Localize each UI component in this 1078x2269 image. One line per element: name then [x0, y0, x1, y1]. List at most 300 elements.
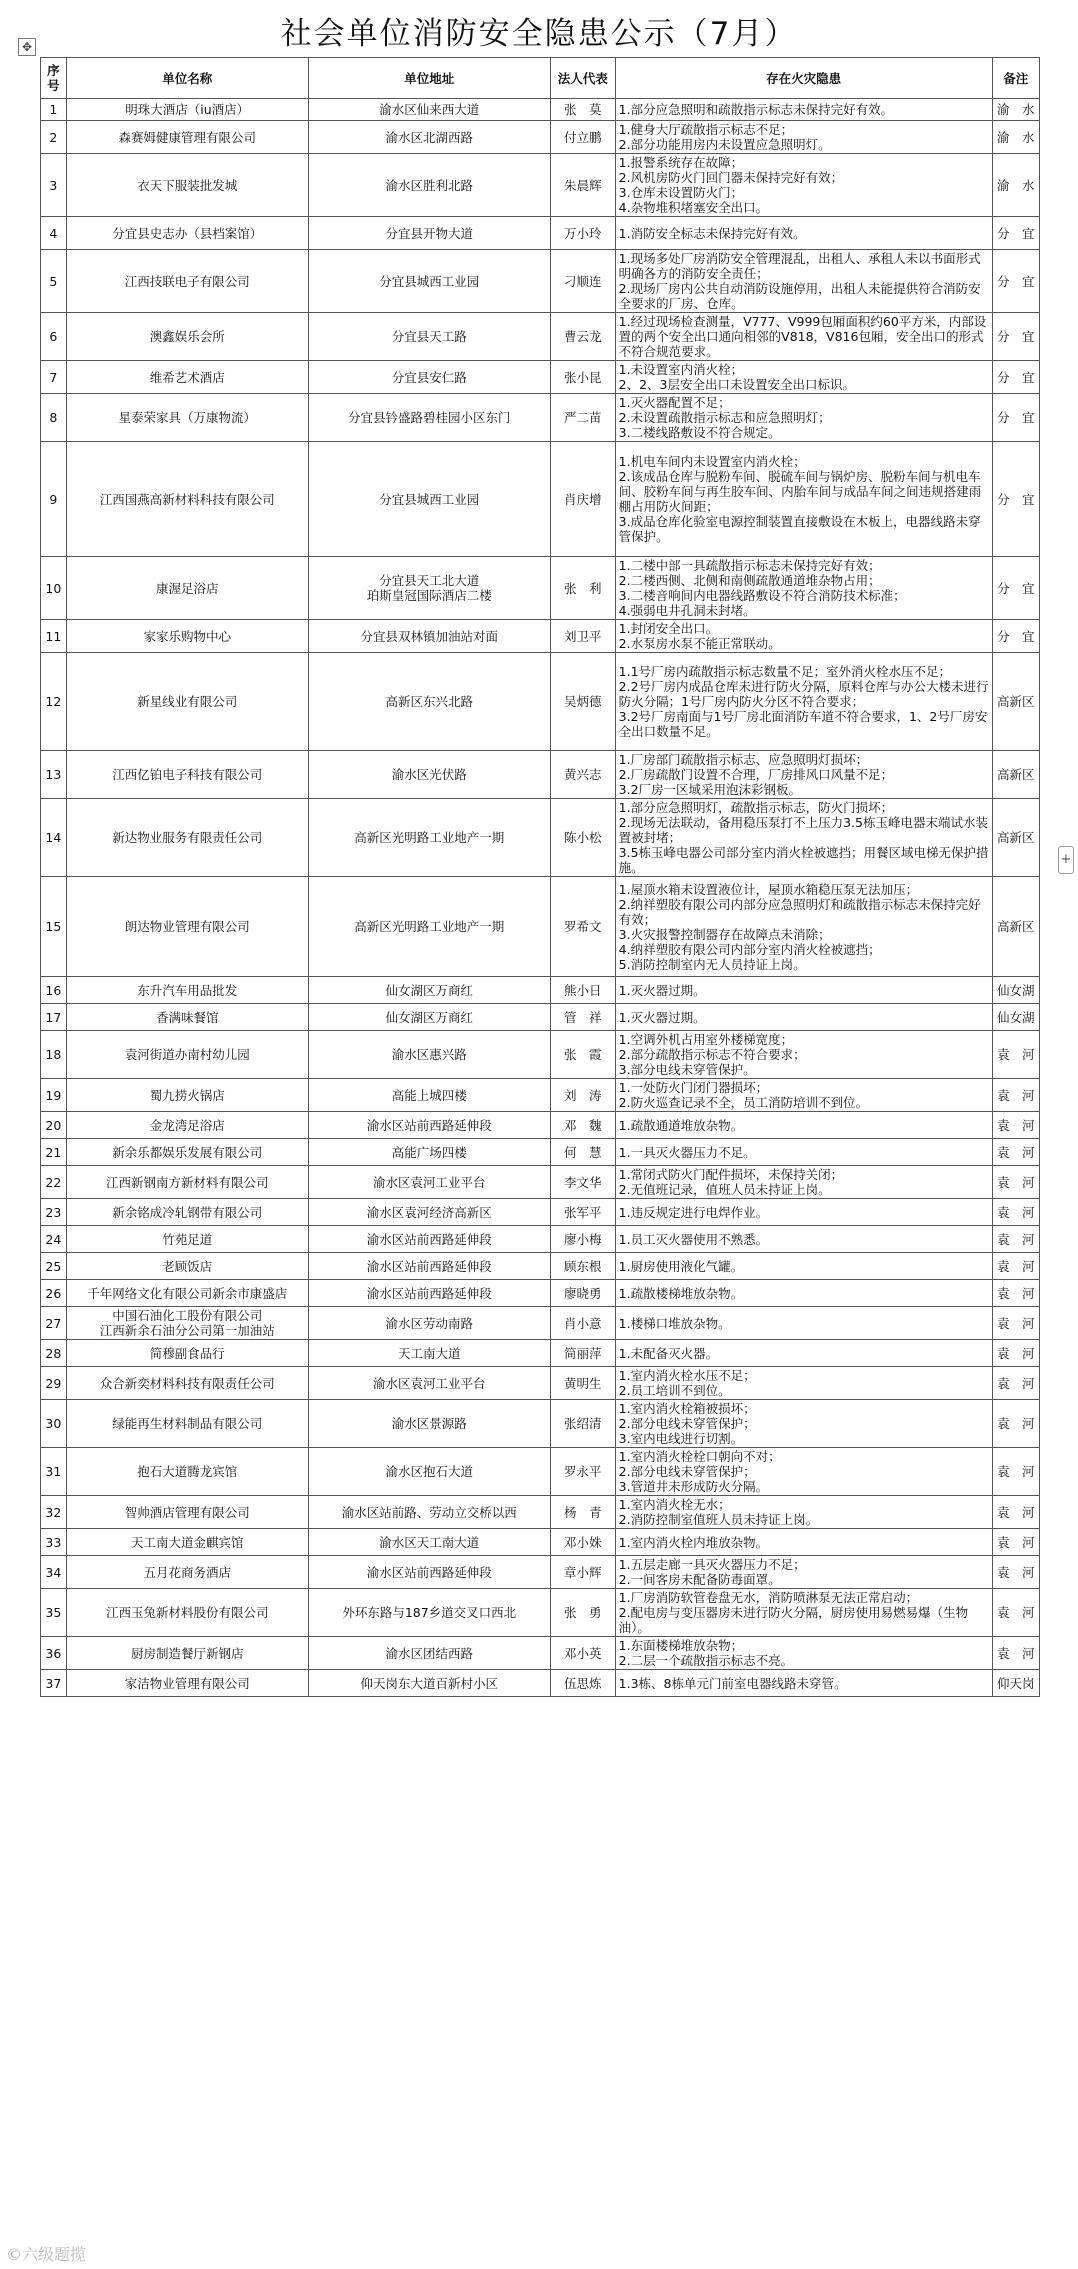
fire-hazards	[615, 1307, 992, 1340]
unit-name: 绿能再生材料制品有限公司	[66, 1400, 308, 1448]
legal-representative: 顾东根	[550, 1253, 615, 1280]
unit-name: 蜀九捞火锅店	[66, 1079, 308, 1112]
hazard-item: 3.管道井未形成防火分隔。	[618, 1479, 769, 1494]
legal-representative: 简丽萍	[550, 1340, 615, 1367]
table-row	[41, 394, 1040, 442]
row-number: 9	[41, 442, 67, 557]
legal-representative: 熊小日	[550, 977, 615, 1004]
fire-hazards	[615, 1496, 992, 1529]
unit-address: 分宜县城西工业园	[308, 250, 550, 313]
fire-hazards	[615, 1556, 992, 1589]
unit-name: 千年网络文化有限公司新余市康盛店	[66, 1280, 308, 1307]
remark: 渝 水	[992, 154, 1039, 217]
row-number: 21	[41, 1139, 67, 1166]
hazard-item: 1.室内消火栓内堆放杂物。	[618, 1534, 769, 1550]
unit-address: 仙女湖区万商红	[308, 977, 550, 1004]
header-hazard: 存在火灾隐患	[615, 58, 992, 99]
hazard-item: 1.灭火器过期。	[618, 982, 706, 998]
hazard-item: 1.灭火器过期。	[618, 1009, 706, 1025]
unit-address: 天工南大道	[308, 1340, 550, 1367]
fire-hazards	[615, 99, 992, 121]
row-number: 20	[41, 1112, 67, 1139]
legal-representative: 廖小梅	[550, 1226, 615, 1253]
unit-name: 江西国燕高新材料科技有限公司	[66, 442, 308, 557]
unit-address: 分宜县天工北大道 珀斯皇冠国际酒店二楼	[308, 557, 550, 620]
legal-representative: 张 霞	[550, 1031, 615, 1079]
row-number: 14	[41, 799, 67, 877]
fire-hazards	[615, 394, 992, 442]
legal-representative: 罗希文	[550, 877, 615, 977]
hazard-item: 4.强弱电井孔洞未封堵。	[618, 603, 756, 618]
remark: 分 宜	[992, 250, 1039, 313]
hazard-item: 1.一具灭火器压力不足。	[618, 1144, 756, 1160]
unit-name: 江西玉兔新材料股份有限公司	[66, 1589, 308, 1637]
hazard-item: 4.杂物堆积堵塞安全出口。	[618, 200, 769, 215]
hazard-item: 2.厂房疏散门设置不合理，厂房排风口风量不足；	[618, 767, 894, 782]
table-row	[41, 653, 1040, 751]
hazard-item: 1.室内消火栓水压不足；	[618, 1368, 756, 1383]
table-row	[41, 1496, 1040, 1529]
table-row	[41, 99, 1040, 121]
hazard-item: 2.二楼西侧、北侧和南侧疏散通道堆杂物占用；	[618, 573, 881, 588]
fire-hazards	[615, 751, 992, 799]
unit-name: 金龙湾足浴店	[66, 1112, 308, 1139]
unit-name: 竹苑足道	[66, 1226, 308, 1253]
remark: 高新区	[992, 877, 1039, 977]
fire-hazards	[615, 217, 992, 250]
unit-address: 分宜县开物大道	[308, 217, 550, 250]
hazard-item: 2.配电房与变压器房未进行防火分隔，厨房使用易燃易爆（生物油）。	[618, 1605, 969, 1635]
hazard-item: 3.2厂房一区域采用泡沫彩钢板。	[618, 782, 802, 797]
expand-plus-icon[interactable]: +	[1058, 846, 1074, 874]
header-name: 单位名称	[66, 58, 308, 99]
unit-address: 渝水区胜利北路	[308, 154, 550, 217]
hazard-item: 2.未设置疏散指示标志和应急照明灯；	[618, 410, 831, 425]
table-row	[41, 442, 1040, 557]
fire-hazards	[615, 1031, 992, 1079]
row-number: 34	[41, 1556, 67, 1589]
legal-representative: 严二苗	[550, 394, 615, 442]
hazard-item: 1.未配备灭火器。	[618, 1345, 719, 1361]
legal-representative: 邓 魏	[550, 1112, 615, 1139]
hazard-item: 1.常闭式防火门配件损坏，未保持关闭；	[618, 1167, 844, 1182]
hazard-item: 1.健身大厅疏散指示标志不足；	[618, 122, 794, 137]
hazard-item: 5.消防控制室内无人员持证上岗。	[618, 956, 806, 972]
legal-representative: 李文华	[550, 1166, 615, 1199]
legal-representative: 付立鹏	[550, 121, 615, 154]
hazard-item: 1.员工灭火器使用不熟悉。	[618, 1231, 769, 1247]
unit-address: 分宜县天工路	[308, 313, 550, 361]
table-row	[41, 1139, 1040, 1166]
hazard-item: 1.报警系统存在故障；	[618, 155, 744, 170]
hazard-item: 1.机电车间内未设置室内消火栓；	[618, 454, 806, 469]
table-row	[41, 1448, 1040, 1496]
table-row	[41, 977, 1040, 1004]
watermark-logo: ©六级题揽	[6, 2245, 87, 2264]
unit-address: 渝水区站前西路延伸段	[308, 1556, 550, 1589]
fire-hazards	[615, 1199, 992, 1226]
hazard-item: 1.东面楼梯堆放杂物；	[618, 1638, 744, 1653]
row-number: 4	[41, 217, 67, 250]
fire-hazards	[615, 1589, 992, 1637]
unit-address: 渝水区天工南大道	[308, 1529, 550, 1556]
hazard-item: 1.疏散通道堆放杂物。	[618, 1117, 744, 1133]
remark: 分 宜	[992, 442, 1039, 557]
hazard-item: 3.二楼音响间内电器线路敷设不符合消防技术标准；	[618, 588, 906, 603]
unit-address: 高新区东兴北路	[308, 653, 550, 751]
unit-name: 众合新奕材料科技有限责任公司	[66, 1367, 308, 1400]
legal-representative: 张 利	[550, 557, 615, 620]
legal-representative: 肖小意	[550, 1307, 615, 1340]
table-row	[41, 1589, 1040, 1637]
hazard-item: 3.2号厂房南面与1号厂房北面消防车道不符合要求，1、2号厂房安全出口数量不足。	[618, 709, 988, 739]
fire-hazards	[615, 1112, 992, 1139]
row-number: 32	[41, 1496, 67, 1529]
hazard-item: 2.纳祥塑胶有限公司内部分应急照明灯和疏散指示标志未保持完好有效；	[618, 896, 981, 927]
hazard-item: 1.室内消火栓箱被损坏；	[618, 1401, 756, 1416]
hazard-item: 1.厂房部门疏散指示标志、应急照明灯损坏；	[618, 752, 869, 767]
unit-address: 高能广场四楼	[308, 1139, 550, 1166]
row-number: 7	[41, 361, 67, 394]
hazard-item: 2.防火巡查记录不全，员工消防培训不到位。	[618, 1095, 869, 1110]
remark: 高新区	[992, 799, 1039, 877]
remark: 渝 水	[992, 99, 1039, 121]
legal-representative: 张 勇	[550, 1589, 615, 1637]
fire-hazards	[615, 799, 992, 877]
legal-representative: 刘卫平	[550, 620, 615, 653]
unit-name: 维希艺术酒店	[66, 361, 308, 394]
hazard-item: 1.经过现场检查测量，V777、V999包厢面积约60平方米，内部设置的两个安全出口通向相邻的V818，V816包厢，安全出口的形式不符合规范要求。	[618, 314, 987, 359]
table-row	[41, 1226, 1040, 1253]
remark: 袁 河	[992, 1496, 1039, 1529]
table-row	[41, 1004, 1040, 1031]
unit-address: 渝水区景源路	[308, 1400, 550, 1448]
row-number: 28	[41, 1340, 67, 1367]
legal-representative: 黄兴志	[550, 751, 615, 799]
table-row	[41, 1079, 1040, 1112]
fire-hazards	[615, 1004, 992, 1031]
unit-name: 简穆副食品行	[66, 1340, 308, 1367]
table-row	[41, 1400, 1040, 1448]
row-number: 16	[41, 977, 67, 1004]
legal-representative: 曹云龙	[550, 313, 615, 361]
unit-name: 江西技联电子有限公司	[66, 250, 308, 313]
hazard-item: 2.风机房防火门回门器未保持完好有效；	[618, 170, 844, 185]
fire-hazards	[615, 1253, 992, 1280]
row-number: 37	[41, 1670, 67, 1697]
table-body	[41, 99, 1040, 1697]
unit-name: 森赛姆健康管理有限公司	[66, 121, 308, 154]
fire-hazards	[615, 1340, 992, 1367]
row-number: 25	[41, 1253, 67, 1280]
unit-name: 老顾饭店	[66, 1253, 308, 1280]
fire-hazards	[615, 313, 992, 361]
row-number: 35	[41, 1589, 67, 1637]
row-number: 33	[41, 1529, 67, 1556]
fire-hazards	[615, 1166, 992, 1199]
legal-representative: 吴炳德	[550, 653, 615, 751]
legal-representative: 陈小松	[550, 799, 615, 877]
unit-name: 星泰荣家具（万康物流）	[66, 394, 308, 442]
row-number: 11	[41, 620, 67, 653]
remark: 袁 河	[992, 1307, 1039, 1340]
row-number: 24	[41, 1226, 67, 1253]
row-number: 26	[41, 1280, 67, 1307]
row-number: 27	[41, 1307, 67, 1340]
table-row	[41, 217, 1040, 250]
remark: 仙女湖	[992, 1004, 1039, 1031]
hazard-item: 3.仓库未设置防火门；	[618, 185, 744, 200]
unit-address: 分宜县城西工业园	[308, 442, 550, 557]
remark: 袁 河	[992, 1079, 1039, 1112]
header-no: 序号	[41, 58, 67, 99]
row-number: 10	[41, 557, 67, 620]
hazard-item: 3.火灾报警控制器存在故障点未消除；	[618, 926, 831, 942]
unit-name: 香满味餐馆	[66, 1004, 308, 1031]
fire-hazards	[615, 1637, 992, 1670]
hazard-item: 3.部分电线未穿管保护。	[618, 1062, 756, 1077]
hazard-item: 2.一间客房未配备防毒面罩。	[618, 1572, 781, 1587]
unit-name: 江西亿铂电子科技有限公司	[66, 751, 308, 799]
unit-address: 高新区光明路工业地产一期	[308, 799, 550, 877]
unit-address: 渝水区仙来西大道	[308, 99, 550, 121]
unit-address: 渝水区惠兴路	[308, 1031, 550, 1079]
hazard-item: 2.现场无法联动，备用稳压泵打不上压力3.5栋玉峰电器末端试水装置被封堵；	[618, 815, 988, 845]
hazard-item: 2、2、3层安全出口未设置安全出口标识。	[618, 377, 856, 392]
table-row	[41, 620, 1040, 653]
row-number: 23	[41, 1199, 67, 1226]
fire-hazards	[615, 557, 992, 620]
unit-address: 分宜县安仁路	[308, 361, 550, 394]
legal-representative: 张小昆	[550, 361, 615, 394]
row-number: 36	[41, 1637, 67, 1670]
legal-representative: 章小辉	[550, 1556, 615, 1589]
row-number: 29	[41, 1367, 67, 1400]
remark: 袁 河	[992, 1280, 1039, 1307]
hazard-item: 3.成品仓库化验室电源控制装置直接敷设在木板上，电器线路未穿管保护。	[618, 514, 981, 544]
unit-name: 家洁物业管理有限公司	[66, 1670, 308, 1697]
remark: 袁 河	[992, 1589, 1039, 1637]
table-row	[41, 751, 1040, 799]
hazard-item: 2.部分疏散指示标志不符合要求；	[618, 1047, 806, 1062]
legal-representative: 邓小英	[550, 1637, 615, 1670]
hazard-item: 1.厂房消防软管卷盘无水，消防喷淋泵无法正常启动；	[618, 1590, 919, 1605]
fire-hazards	[615, 121, 992, 154]
hazard-item: 1.空调外机占用室外楼梯宽度；	[618, 1032, 794, 1047]
hazard-item: 1.二楼中部一具疏散指示标志未保持完好有效；	[618, 558, 881, 573]
hazard-item: 1.违反规定进行电焊作业。	[618, 1204, 769, 1220]
hazard-item: 3.5栋玉峰电器公司部分室内消火栓被遮挡；用餐区域电梯无保护措施。	[618, 845, 989, 875]
unit-address: 渝水区站前西路延伸段	[308, 1280, 550, 1307]
remark: 分 宜	[992, 394, 1039, 442]
table-row	[41, 1529, 1040, 1556]
table-header-row	[41, 58, 1040, 99]
unit-name: 康渥足浴店	[66, 557, 308, 620]
legal-representative: 肖庆增	[550, 442, 615, 557]
fire-hazards	[615, 1529, 992, 1556]
hazard-item: 2.消防控制室值班人员未持证上岗。	[618, 1512, 819, 1527]
unit-address: 渝水区站前西路延伸段	[308, 1253, 550, 1280]
hazard-item: 1.现场多处厂房消防安全管理混乱，出租人、承租人未以书面形式明确各方的消防安全责任；	[618, 251, 981, 281]
table-row	[41, 799, 1040, 877]
table-row	[41, 313, 1040, 361]
fire-hazards	[615, 653, 992, 751]
fire-hazards	[615, 1670, 992, 1697]
unit-address: 渝水区劳动南路	[308, 1307, 550, 1340]
remark: 袁 河	[992, 1166, 1039, 1199]
table-row	[41, 1556, 1040, 1589]
unit-name: 智帅酒店管理有限公司	[66, 1496, 308, 1529]
unit-address: 仰天岗东大道百新村小区	[308, 1670, 550, 1697]
unit-address: 分宜县双林镇加油站对面	[308, 620, 550, 653]
hazard-item: 1.屋顶水箱未设置液位计，屋顶水箱稳压泵无法加压；	[618, 881, 919, 897]
remark: 分 宜	[992, 557, 1039, 620]
legal-representative: 黄明生	[550, 1367, 615, 1400]
remark: 分 宜	[992, 361, 1039, 394]
table-row	[41, 1340, 1040, 1367]
unit-name: 五月花商务酒店	[66, 1556, 308, 1589]
remark: 袁 河	[992, 1139, 1039, 1166]
row-number: 22	[41, 1166, 67, 1199]
row-number: 8	[41, 394, 67, 442]
fire-hazards	[615, 620, 992, 653]
row-number: 12	[41, 653, 67, 751]
fire-hazards	[615, 1079, 992, 1112]
unit-name: 天工南大道金麒宾馆	[66, 1529, 308, 1556]
unit-name: 分宜县史志办（县档案馆）	[66, 217, 308, 250]
unit-address: 分宜县钤盛路碧桂园小区东门	[308, 394, 550, 442]
table-row	[41, 1367, 1040, 1400]
table-row	[41, 1253, 1040, 1280]
remark: 分 宜	[992, 620, 1039, 653]
unit-name: 厨房制造餐厅新钢店	[66, 1637, 308, 1670]
remark: 袁 河	[992, 1340, 1039, 1367]
remark: 袁 河	[992, 1448, 1039, 1496]
unit-address: 高新区光明路工业地产一期	[308, 877, 550, 977]
hazard-item: 1.3栋、8栋单元门前室电器线路未穿管。	[618, 1675, 847, 1691]
fire-hazards	[615, 1280, 992, 1307]
hazard-item: 3.室内电线进行切割。	[618, 1431, 744, 1446]
table-row	[41, 121, 1040, 154]
hazard-item: 1.1号厂房内疏散指示标志数量不足；室外消火栓水压不足；	[618, 664, 952, 679]
hazard-item: 2.员工培训不到位。	[618, 1383, 731, 1398]
unit-name: 新余铭成冷轧钢带有限公司	[66, 1199, 308, 1226]
hazard-item: 2.2号厂房内成品仓库未进行防火分隔，原料仓库与办公大楼未进行防火分隔；1号厂房内防火分区不符合要求；	[618, 679, 989, 709]
header-address: 单位地址	[308, 58, 550, 99]
row-number: 31	[41, 1448, 67, 1496]
table-row	[41, 1112, 1040, 1139]
remark: 袁 河	[992, 1031, 1039, 1079]
hazard-item: 2.部分功能用房内未设置应急照明灯。	[618, 137, 831, 152]
hazard-item: 1.五层走廊一具灭火器压力不足；	[618, 1557, 806, 1572]
table-row	[41, 250, 1040, 313]
remark: 仰天岗	[992, 1670, 1039, 1697]
unit-address: 渝水区站前路、劳动立交桥以西	[308, 1496, 550, 1529]
unit-name: 朗达物业管理有限公司	[66, 877, 308, 977]
remark: 袁 河	[992, 1367, 1039, 1400]
table-row	[41, 1637, 1040, 1670]
row-number: 18	[41, 1031, 67, 1079]
hazard-item: 2.该成品仓库与脱粉车间、脱硫车间与锅炉房、脱粉车间与机电车间、胶粉车间与再生胶车间、内胎车间与成品车间之间违规搭建雨棚占用防火间距；	[618, 469, 982, 514]
move-handle-icon[interactable]: ✥	[18, 38, 36, 56]
hazard-item: 2.现场厂房内公共自动消防设施停用，出租人未能提供符合消防安全要求的厂房、仓库。	[618, 281, 981, 311]
legal-representative: 何 慧	[550, 1139, 615, 1166]
legal-representative: 邓小姝	[550, 1529, 615, 1556]
row-number: 5	[41, 250, 67, 313]
legal-representative: 张军平	[550, 1199, 615, 1226]
fire-hazards	[615, 250, 992, 313]
unit-address: 渝水区抱石大道	[308, 1448, 550, 1496]
remark: 袁 河	[992, 1112, 1039, 1139]
legal-representative: 万小玲	[550, 217, 615, 250]
unit-name: 澳鑫娱乐会所	[66, 313, 308, 361]
unit-name: 新余乐都娱乐发展有限公司	[66, 1139, 308, 1166]
hazard-item: 1.厨房使用液化气罐。	[618, 1258, 744, 1274]
row-number: 13	[41, 751, 67, 799]
remark: 分 宜	[992, 217, 1039, 250]
remark: 袁 河	[992, 1226, 1039, 1253]
legal-representative: 刁顺连	[550, 250, 615, 313]
unit-name: 衣天下服装批发城	[66, 154, 308, 217]
legal-representative: 伍思炼	[550, 1670, 615, 1697]
table-row	[41, 361, 1040, 394]
hazard-item: 4.纳祥塑胶有限公司内部分室内消火栓被遮挡；	[618, 941, 881, 957]
row-number: 6	[41, 313, 67, 361]
unit-address: 渝水区站前西路延伸段	[308, 1112, 550, 1139]
unit-address: 渝水区袁河工业平台	[308, 1367, 550, 1400]
unit-address: 高能上城四楼	[308, 1079, 550, 1112]
hazard-item: 3.二楼线路敷设不符合规定。	[618, 425, 781, 440]
remark: 渝 水	[992, 121, 1039, 154]
remark: 仙女湖	[992, 977, 1039, 1004]
fire-hazards	[615, 1367, 992, 1400]
hazard-item: 1.疏散楼梯堆放杂物。	[618, 1285, 744, 1301]
remark: 袁 河	[992, 1556, 1039, 1589]
legal-representative: 廖晓勇	[550, 1280, 615, 1307]
fire-hazards	[615, 442, 992, 557]
hazard-item: 1.部分应急照明和疏散指示标志未保持完好有效。	[618, 102, 894, 117]
remark: 高新区	[992, 653, 1039, 751]
header-note: 备注	[992, 58, 1039, 99]
unit-name: 袁河街道办南村幼儿园	[66, 1031, 308, 1079]
table-row	[41, 154, 1040, 217]
row-number: 3	[41, 154, 67, 217]
unit-name: 明珠大酒店（iu酒店）	[66, 99, 308, 121]
hazard-item: 2.部分电线未穿管保护；	[618, 1416, 756, 1431]
table-row	[41, 1280, 1040, 1307]
fire-hazards	[615, 1400, 992, 1448]
fire-hazards	[615, 977, 992, 1004]
hazard-item: 2.水泵房水泵不能正常联动。	[618, 636, 781, 651]
remark: 袁 河	[992, 1637, 1039, 1670]
table-row	[41, 1166, 1040, 1199]
row-number: 30	[41, 1400, 67, 1448]
unit-address: 渝水区光伏路	[308, 751, 550, 799]
unit-name: 东升汽车用品批发	[66, 977, 308, 1004]
page-title: 社会单位消防安全隐患公示（7月）	[280, 16, 798, 52]
row-number: 19	[41, 1079, 67, 1112]
fire-hazards	[615, 1139, 992, 1166]
table-row	[41, 1670, 1040, 1697]
unit-address: 仙女湖区万商红	[308, 1004, 550, 1031]
fire-hazards	[615, 1448, 992, 1496]
hazard-item: 1.封闭安全出口。	[618, 621, 719, 636]
hazard-item: 1.消防安全标志未保持完好有效。	[618, 225, 806, 241]
unit-name: 新星线业有限公司	[66, 653, 308, 751]
hazard-item: 2.部分电线未穿管保护；	[618, 1464, 756, 1479]
row-number: 17	[41, 1004, 67, 1031]
unit-name: 家家乐购物中心	[66, 620, 308, 653]
